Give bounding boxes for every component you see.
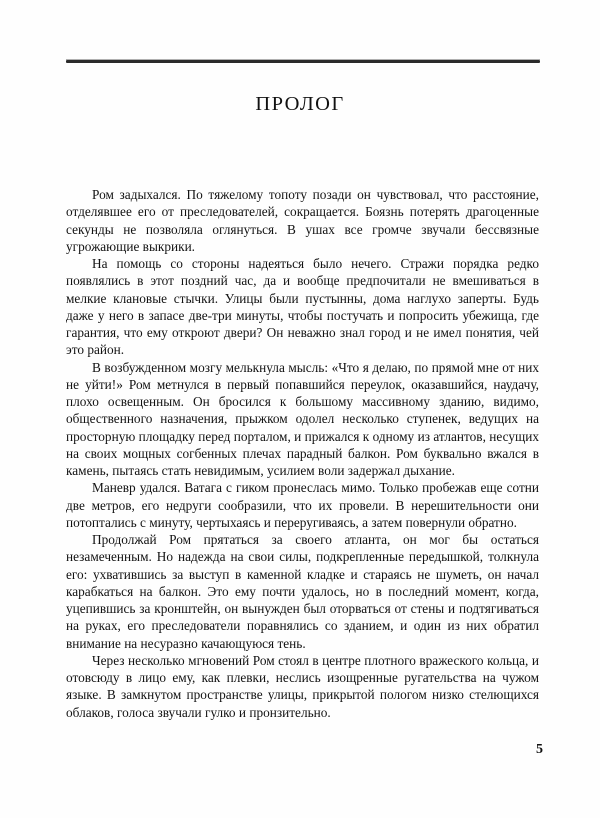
paragraph: На помощь со стороны надеяться было нечего. Стражи порядка редко появлялись в этот поздний час, да и вообще предпочитали не вмешиваться в мелкие клановые стычки. Улицы были пустынны, дома наглухо заперты. Будь даже у него в запасе две-три минуты, чтобы постучать и попросить убежища, где гарантия, что ему откроют двери? Он неважно знал город и не имел понятия, чей это район. [66,256,539,358]
paragraph: Продолжай Ром прятаться за своего атланта, он мог бы остаться незамеченным. Но надежда на свои силы, подкрепленные передышкой, толкнула его: ухватившись за выступ в каменной кладке и стараясь не шуметь, он начал карабкаться на балкон. Это ему почти удалось, но в последний момент, когда, уцепившись за кронштейн, он вынужден был оторваться от стены и подтягиваться на руках, его преследователи поравнялись со зданием, и один из них обратил внимание на несуразно качающуюся тень. [66,532,539,651]
paragraph: Через несколько мгновений Ром стоял в центре плотного вражеского кольца, и отовсюду в лицо ему, как плевки, неслись изощренные ругательства на чужом языке. В замкнутом пространстве улицы, прикрытой пологом низко стелющихся облаков, голоса звучали гулко и пронзительно. [66,652,539,720]
paragraph: Маневр удался. Ватага с гиком пронеслась мимо. Только пробежав еще сотни две метров, его недруги сообразили, что их провели. В нерешительности они потоптались с минуту, чертыхаясь и переругиваясь, а затем повернули обратно. [66,480,539,530]
page-number: 5 [536,742,543,757]
paragraph: В возбужденном мозгу мелькнула мысль: «Что я делаю, по прямой мне от них не уйти!» Ром метнулся в первый попавшийся переулок, оказавшийся, наудачу, плохо освещенным. Он бросился к большому массивному зданию, видимо, общественного назначения, прыжком одолел несколько ступенек, ведущих на просторную площадку перед порталом, и прижался к одному из атлантов, несущих на своих мощных согбенных плечах парадный балкон. Ром буквально вжался в камень, пытаясь стать невидимым, усилием воли задержал дыхание. [66,359,539,478]
chapter-title: ПРОЛОГ [255,92,345,115]
paragraph: Ром задыхался. По тяжелому топоту позади он чувствовал, что расстояние, отделявшее его от преследователей, сокращается. Боязнь потерять драгоценные секунды не позволяла оглянуться. В ушах все громче звучали бессвязные угрожающие выкрики. [66,187,539,254]
chapter-divider-rule [66,60,540,63]
body-text-block [66,186,539,721]
